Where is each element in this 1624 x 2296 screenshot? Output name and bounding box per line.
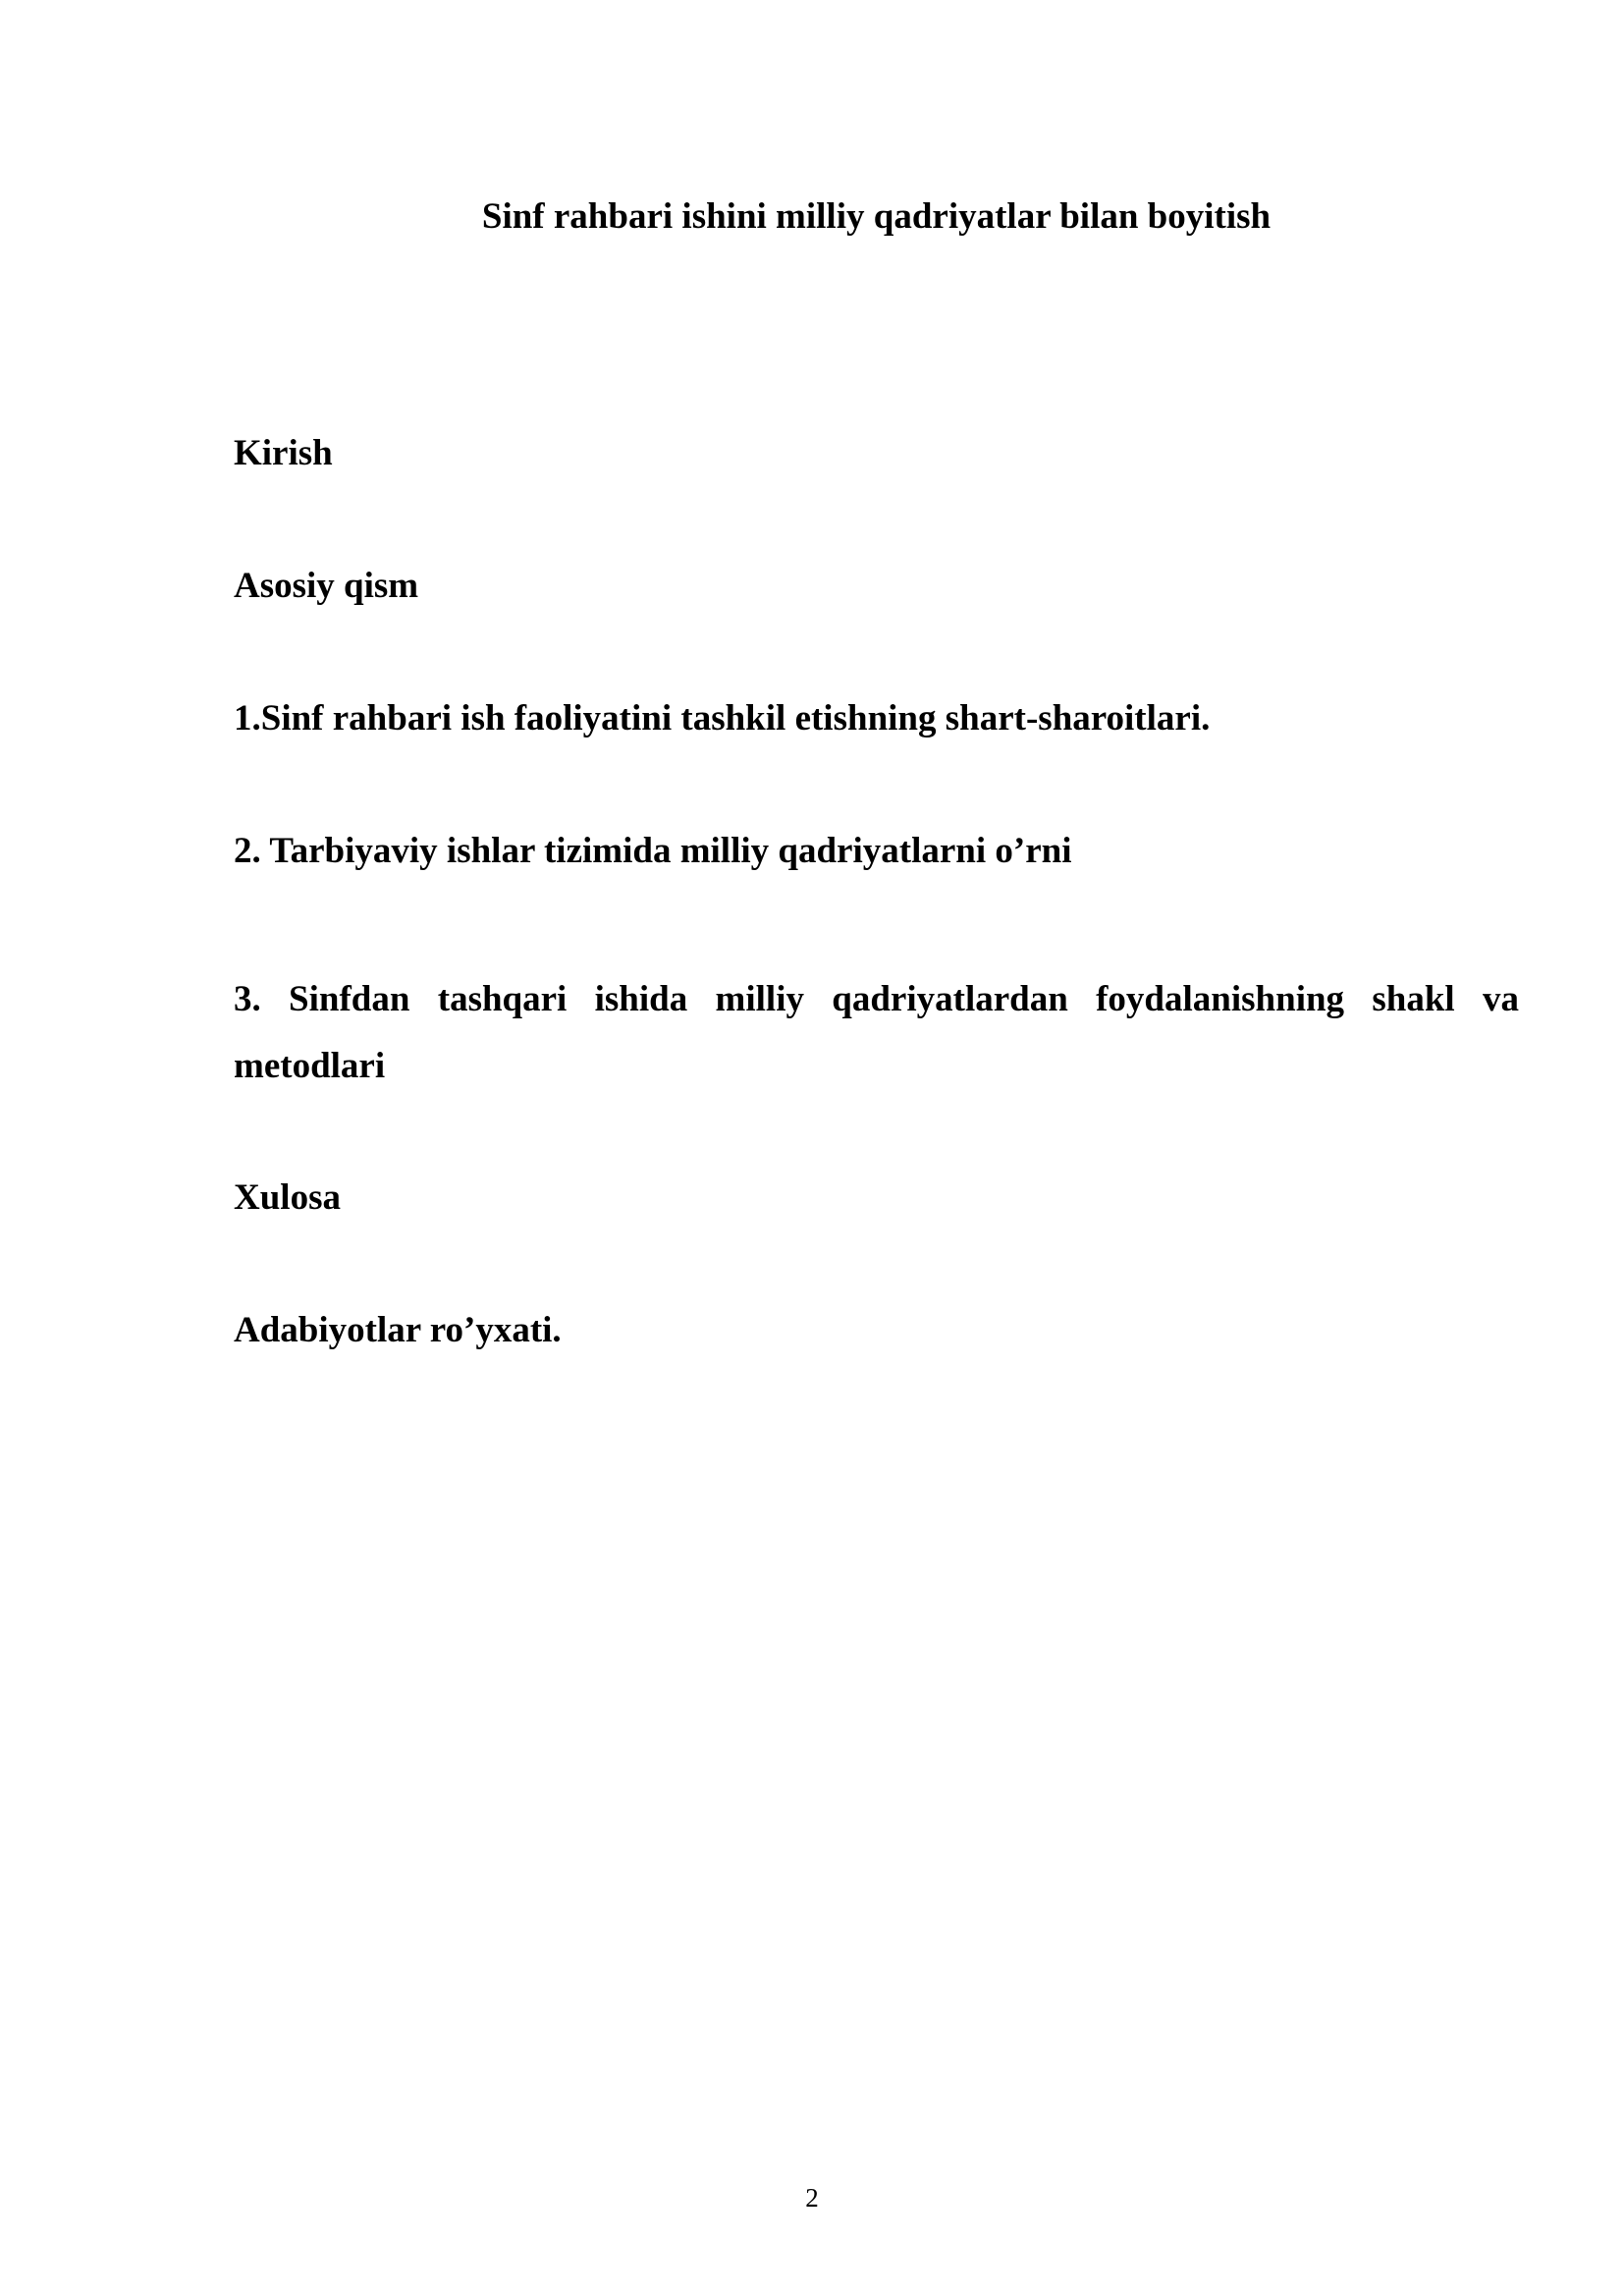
toc-item-section-3: 3. Sinfdan tashqari ishida milliy qadriyatlardan foydalanishning shakl va metodlari	[234, 979, 1519, 1086]
toc-item-conclusion: Xulosa	[234, 1177, 341, 1218]
toc-item-section-1: 1.Sinf rahbari ish faoliyatini tashkil etishning shart-sharoitlari.	[234, 698, 1211, 738]
toc-item-references: Adabiyotlar ro’yxati.	[234, 1310, 562, 1350]
toc-item-main-part: Asosiy qism	[234, 566, 419, 606]
toc-item-section-2: 2. Tarbiyaviy ishlar tizimida milliy qadriyatlarni o’rni	[234, 831, 1072, 871]
document-title: Sinf rahbari ishini milliy qadriyatlar bilan boyitish	[481, 196, 1272, 237]
toc-item-introduction: Kirish	[234, 433, 333, 473]
page-number: 2	[805, 2183, 819, 2213]
